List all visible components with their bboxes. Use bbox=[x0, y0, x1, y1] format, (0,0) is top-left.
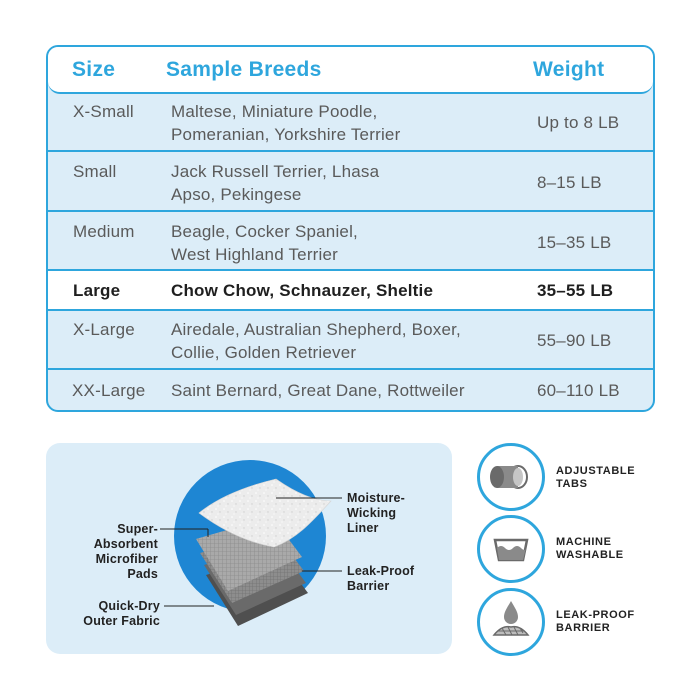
label-barrier: Leak-Proof Barrier bbox=[347, 564, 415, 593]
feature-label: ADJUSTABLE TABS bbox=[556, 465, 636, 490]
size-cell: Medium bbox=[73, 222, 135, 241]
size-cell: XX-Large bbox=[72, 381, 146, 400]
feature-leak-proof-barrier bbox=[477, 588, 667, 660]
weight-cell: 8–15 LB bbox=[537, 173, 602, 192]
table-row-small bbox=[48, 152, 653, 212]
label-liner: Moisture- Wicking Liner bbox=[347, 491, 406, 535]
table-row-medium bbox=[48, 212, 653, 271]
weight-cell: 35–55 LB bbox=[537, 281, 614, 300]
weight-cell: Up to 8 LB bbox=[537, 113, 620, 132]
header-weight: Weight bbox=[533, 58, 605, 81]
breeds-cell: Jack Russell Terrier, Lhasa Apso, Pekingese bbox=[171, 162, 380, 204]
breeds-cell: Chow Chow, Schnauzer, Sheltie bbox=[171, 281, 434, 300]
size-chart-table bbox=[46, 45, 655, 412]
header-sample-breeds: Sample Breeds bbox=[166, 58, 322, 81]
table-row-xx-large bbox=[48, 370, 653, 412]
table-row-x-small bbox=[48, 92, 653, 152]
label-pads: Super- Absorbent Microfiber Pads bbox=[93, 522, 158, 581]
breeds-cell: Airedale, Australian Shepherd, Boxer, Collie, Golden Retriever bbox=[171, 320, 461, 362]
weight-cell: 15–35 LB bbox=[537, 233, 612, 252]
header-size: Size bbox=[72, 58, 116, 81]
leak-proof-barrier-icon bbox=[477, 588, 545, 656]
adjustable-tabs-icon bbox=[477, 443, 545, 511]
size-cell: X-Small bbox=[73, 102, 134, 121]
feature-machine-washable bbox=[477, 515, 667, 587]
feature-label: LEAK-PROOF BARRIER bbox=[556, 609, 635, 634]
breeds-cell: Maltese, Miniature Poodle, Pomeranian, Yorkshire Terrier bbox=[171, 102, 401, 144]
size-cell: X-Large bbox=[73, 320, 135, 339]
feature-label: MACHINE WASHABLE bbox=[556, 536, 624, 561]
machine-washable-icon bbox=[477, 515, 545, 583]
table-row-large bbox=[48, 271, 653, 311]
size-cell: Small bbox=[73, 162, 117, 181]
weight-cell: 55–90 LB bbox=[537, 331, 612, 350]
layers-panel bbox=[46, 443, 452, 654]
breeds-cell: Beagle, Cocker Spaniel, West Highland Terrier bbox=[171, 222, 358, 264]
weight-cell: 60–110 LB bbox=[537, 381, 620, 400]
size-cell: Large bbox=[73, 281, 121, 300]
label-outer-fabric: Quick-Dry Outer Fabric bbox=[83, 599, 160, 628]
table-row-x-large bbox=[48, 311, 653, 370]
feature-adjustable-tabs bbox=[477, 443, 667, 515]
breeds-cell: Saint Bernard, Great Dane, Rottweiler bbox=[171, 381, 465, 400]
table-header bbox=[48, 47, 653, 94]
